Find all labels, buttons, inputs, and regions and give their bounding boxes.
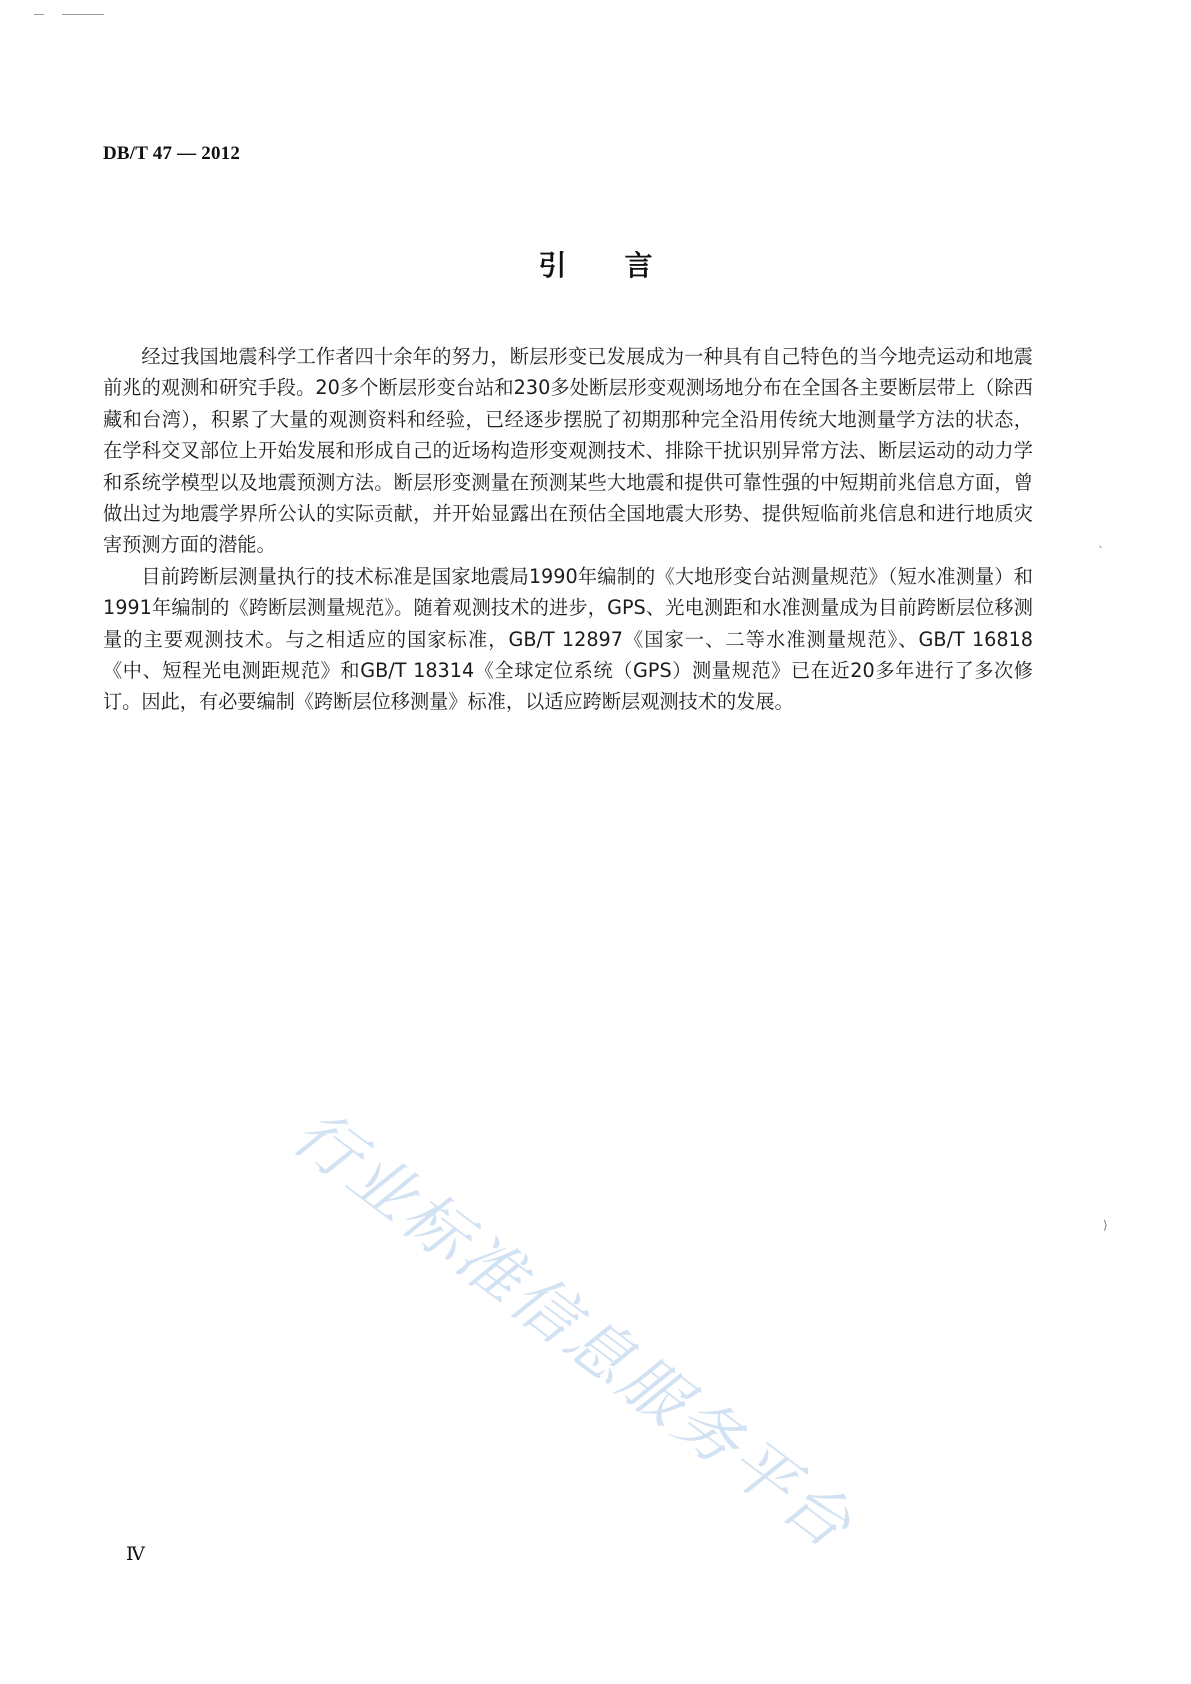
document-code: DB/T 47 — 2012 bbox=[103, 143, 241, 164]
body-text bbox=[103, 341, 1033, 718]
scan-artifact bbox=[62, 14, 104, 15]
watermark: 行业标准信息服务平台 bbox=[279, 1096, 867, 1565]
scan-artifact: ⟩ bbox=[1103, 1218, 1108, 1232]
page-title: 引言 bbox=[538, 249, 711, 282]
scan-artifact: ˎ bbox=[1098, 534, 1104, 548]
scan-artifact bbox=[34, 14, 44, 15]
paragraph: 经过我国地震科学工作者四十余年的努力，断层形变已发展成为一种具有自己特色的当今地壳运动和地震前兆的观测和研究手段。20多个断层形变台站和230多处断层形变观测场地分布在全国各主要断层带上（除西藏和台湾），积累了大量的观测资料和经验，已经逐步摆脱了初期那种完全沿用传统大地测量学方法的状态，在学科交叉部位上开始发展和形成自己的近场构造形变观测技术、排除干扰识别异常方法、断层运动的动力学和系统学模型以及地震预测方法。断层形变测量在预测某些大地震和提供可靠性强的中短期前兆信息方面，曾做出过为地震学界所公认的实际贡献，并开始显露出在预估全国地震大形势、提供短临前兆信息和进行地质灾害预测方面的潜能。 bbox=[103, 345, 1033, 557]
page-number: Ⅳ bbox=[126, 1544, 145, 1565]
paragraph: 目前跨断层测量执行的技术标准是国家地震局1990年编制的《大地形变台站测量规范》（短水准测量）和1991年编制的《跨断层测量规范》。随着观测技术的进步，GPS、光电测距和水准测量成为目前跨断层位移测量的主要观测技术。与之相适应的国家标准，GB/T 12897《国家一、二等水准测量规范》、GB/T 16818《中、短程光电测距规范》和GB/T 18314《全球定位系统（GPS）测量规范》已在近20多年进行了多次修订。因此，有必要编制《跨断层位移测量》标准，以适应跨断层观测技术的发展。 bbox=[103, 564, 1033, 714]
